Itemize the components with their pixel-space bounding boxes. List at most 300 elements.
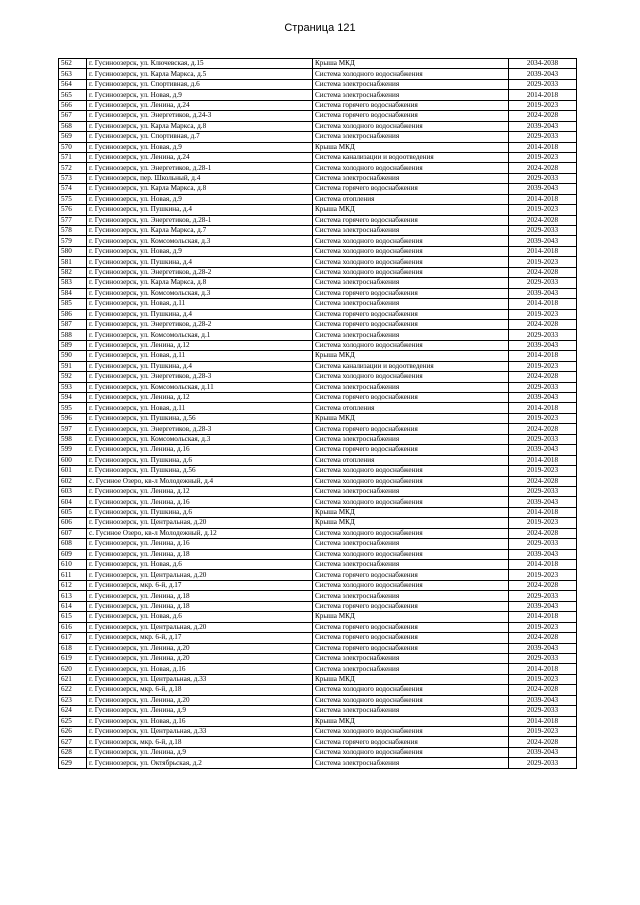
- address-cell: г. Гусиноозерск, ул. Новая, д.16: [87, 664, 313, 674]
- row-number-cell: 605: [59, 507, 87, 517]
- registry-table-body: [59, 59, 577, 769]
- row-number-cell: 568: [59, 121, 87, 131]
- period-cell: 2039-2043: [509, 747, 577, 757]
- address-cell: г. Гусиноозерск, ул. Новая, д.9: [87, 90, 313, 100]
- work-type-cell: Система горячего водоснабжения: [313, 100, 509, 110]
- period-cell: 2019-2023: [509, 727, 577, 737]
- period-cell: 2029-2033: [509, 278, 577, 288]
- address-cell: г. Гусиноозерск, ул. Ленина, д.12: [87, 340, 313, 350]
- row-number-cell: 587: [59, 319, 87, 329]
- work-type-cell: Система электроснабжения: [313, 132, 509, 142]
- row-number-cell: 585: [59, 299, 87, 309]
- work-type-cell: Система холодного водоснабжения: [313, 466, 509, 476]
- period-cell: 2024-2028: [509, 319, 577, 329]
- period-cell: 2039-2043: [509, 288, 577, 298]
- period-cell: 2024-2028: [509, 580, 577, 590]
- work-type-cell: Система отопления: [313, 455, 509, 465]
- row-number-cell: 562: [59, 59, 87, 69]
- row-number-cell: 588: [59, 330, 87, 340]
- work-type-cell: Крыша МКД: [313, 674, 509, 684]
- address-cell: г. Гусиноозерск, мкр. 6-й, д.18: [87, 737, 313, 747]
- period-cell: 2014-2018: [509, 194, 577, 204]
- address-cell: г. Гусиноозерск, ул. Ленина, д.18: [87, 549, 313, 559]
- work-type-cell: Система холодного водоснабжения: [313, 580, 509, 590]
- period-cell: 2039-2043: [509, 549, 577, 559]
- row-number-cell: 612: [59, 580, 87, 590]
- work-type-cell: Система электроснабжения: [313, 706, 509, 716]
- work-type-cell: Крыша МКД: [313, 59, 509, 69]
- period-cell: 2019-2023: [509, 309, 577, 319]
- address-cell: г. Гусиноозерск, ул. Комсомольская, д.3: [87, 236, 313, 246]
- period-cell: 2019-2023: [509, 518, 577, 528]
- row-number-cell: 577: [59, 215, 87, 225]
- row-number-cell: 619: [59, 653, 87, 663]
- period-cell: 2014-2018: [509, 90, 577, 100]
- work-type-cell: Система канализации и водоотведения: [313, 361, 509, 371]
- period-cell: 2039-2043: [509, 445, 577, 455]
- work-type-cell: Крыша МКД: [313, 413, 509, 423]
- period-cell: 2014-2018: [509, 664, 577, 674]
- table-row: [59, 539, 577, 549]
- row-number-cell: 594: [59, 393, 87, 403]
- address-cell: г. Гусиноозерск, ул. Комсомольская, д.3: [87, 434, 313, 444]
- table-row: [59, 747, 577, 757]
- table-row: [59, 194, 577, 204]
- table-row: [59, 424, 577, 434]
- table-row: [59, 288, 577, 298]
- address-cell: г. Гусиноозерск, ул. Пушкина, д.6: [87, 507, 313, 517]
- table-row: [59, 319, 577, 329]
- period-cell: 2029-2033: [509, 226, 577, 236]
- row-number-cell: 628: [59, 747, 87, 757]
- work-type-cell: Система горячего водоснабжения: [313, 215, 509, 225]
- table-row: [59, 560, 577, 570]
- table-row: [59, 351, 577, 361]
- work-type-cell: Система отопления: [313, 194, 509, 204]
- period-cell: 2024-2028: [509, 528, 577, 538]
- address-cell: г. Гусиноозерск, ул. Новая, д.16: [87, 716, 313, 726]
- row-number-cell: 627: [59, 737, 87, 747]
- work-type-cell: Система холодного водоснабжения: [313, 747, 509, 757]
- address-cell: с. Гусиное Озеро, кв-л Молодежный, д.12: [87, 528, 313, 538]
- table-row: [59, 340, 577, 350]
- work-type-cell: Система электроснабжения: [313, 591, 509, 601]
- work-type-cell: Система горячего водоснабжения: [313, 570, 509, 580]
- address-cell: г. Гусиноозерск, ул. Ленина, д.16: [87, 497, 313, 507]
- address-cell: г. Гусиноозерск, ул. Новая, д.9: [87, 246, 313, 256]
- row-number-cell: 613: [59, 591, 87, 601]
- period-cell: 2014-2018: [509, 246, 577, 256]
- address-cell: с. Гусиное Озеро, кв-л Молодежный, д.4: [87, 476, 313, 486]
- period-cell: 2029-2033: [509, 132, 577, 142]
- work-type-cell: Система горячего водоснабжения: [313, 111, 509, 121]
- address-cell: г. Гусиноозерск, ул. Ленина, д.20: [87, 695, 313, 705]
- row-number-cell: 567: [59, 111, 87, 121]
- period-cell: 2019-2023: [509, 257, 577, 267]
- period-cell: 2029-2033: [509, 758, 577, 768]
- address-cell: г. Гусиноозерск, ул. Пушкина, д.4: [87, 257, 313, 267]
- period-cell: 2014-2018: [509, 507, 577, 517]
- period-cell: 2024-2028: [509, 163, 577, 173]
- row-number-cell: 565: [59, 90, 87, 100]
- row-number-cell: 610: [59, 560, 87, 570]
- row-number-cell: 602: [59, 476, 87, 486]
- row-number-cell: 617: [59, 633, 87, 643]
- table-row: [59, 716, 577, 726]
- address-cell: г. Гусиноозерск, ул. Ленина, д.20: [87, 643, 313, 653]
- period-cell: 2024-2028: [509, 267, 577, 277]
- row-number-cell: 621: [59, 674, 87, 684]
- row-number-cell: 564: [59, 79, 87, 89]
- address-cell: г. Гусиноозерск, ул. Ленина, д.12: [87, 486, 313, 496]
- table-row: [59, 79, 577, 89]
- table-row: [59, 466, 577, 476]
- period-cell: 2024-2028: [509, 633, 577, 643]
- address-cell: г. Гусиноозерск, ул. Ленина, д.9: [87, 706, 313, 716]
- period-cell: 2019-2023: [509, 674, 577, 684]
- work-type-cell: Крыша МКД: [313, 716, 509, 726]
- table-row: [59, 570, 577, 580]
- period-cell: 2019-2023: [509, 413, 577, 423]
- table-row: [59, 59, 577, 69]
- table-row: [59, 111, 577, 121]
- table-row: [59, 549, 577, 559]
- work-type-cell: Система холодного водоснабжения: [313, 549, 509, 559]
- period-cell: 2014-2018: [509, 560, 577, 570]
- period-cell: 2039-2043: [509, 393, 577, 403]
- period-cell: 2014-2018: [509, 403, 577, 413]
- work-type-cell: Система горячего водоснабжения: [313, 424, 509, 434]
- period-cell: 2039-2043: [509, 695, 577, 705]
- work-type-cell: Система канализации и водоотведения: [313, 152, 509, 162]
- page-title: Страница 121: [284, 22, 356, 34]
- table-row: [59, 205, 577, 215]
- period-cell: 2034-2038: [509, 59, 577, 69]
- row-number-cell: 574: [59, 184, 87, 194]
- row-number-cell: 599: [59, 445, 87, 455]
- work-type-cell: Система электроснабжения: [313, 330, 509, 340]
- address-cell: г. Гусиноозерск, ул. Ленина, д.24: [87, 100, 313, 110]
- row-number-cell: 581: [59, 257, 87, 267]
- work-type-cell: Система холодного водоснабжения: [313, 685, 509, 695]
- row-number-cell: 626: [59, 727, 87, 737]
- row-number-cell: 584: [59, 288, 87, 298]
- work-type-cell: Система электроснабжения: [313, 758, 509, 768]
- work-type-cell: Система электроснабжения: [313, 90, 509, 100]
- period-cell: 2029-2033: [509, 382, 577, 392]
- table-row: [59, 403, 577, 413]
- table-row: [59, 330, 577, 340]
- table-row: [59, 643, 577, 653]
- address-cell: г. Гусиноозерск, ул. Комсомольская, д.11: [87, 382, 313, 392]
- period-cell: 2024-2028: [509, 737, 577, 747]
- table-row: [59, 497, 577, 507]
- table-row: [59, 100, 577, 110]
- address-cell: г. Гусиноозерск, ул. Новая, д.6: [87, 560, 313, 570]
- work-type-cell: Крыша МКД: [313, 612, 509, 622]
- address-cell: г. Гусиноозерск, ул. Пушкина, д.56: [87, 413, 313, 423]
- row-number-cell: 583: [59, 278, 87, 288]
- work-type-cell: Система горячего водоснабжения: [313, 737, 509, 747]
- row-number-cell: 595: [59, 403, 87, 413]
- address-cell: г. Гусиноозерск, ул. Карла Маркса, д.5: [87, 69, 313, 79]
- table-row: [59, 393, 577, 403]
- address-cell: г. Гусиноозерск, ул. Ленина, д.20: [87, 653, 313, 663]
- work-type-cell: Система горячего водоснабжения: [313, 393, 509, 403]
- table-row: [59, 507, 577, 517]
- period-cell: 2024-2028: [509, 685, 577, 695]
- table-row: [59, 664, 577, 674]
- table-row: [59, 434, 577, 444]
- row-number-cell: 614: [59, 601, 87, 611]
- table-row: [59, 173, 577, 183]
- work-type-cell: Система холодного водоснабжения: [313, 528, 509, 538]
- table-row: [59, 518, 577, 528]
- address-cell: г. Гусиноозерск, ул. Пушкина, д.4: [87, 361, 313, 371]
- row-number-cell: 603: [59, 486, 87, 496]
- address-cell: г. Гусиноозерск, ул. Ленина, д.12: [87, 393, 313, 403]
- row-number-cell: 586: [59, 309, 87, 319]
- row-number-cell: 618: [59, 643, 87, 653]
- period-cell: 2039-2043: [509, 340, 577, 350]
- row-number-cell: 576: [59, 205, 87, 215]
- address-cell: г. Гусиноозерск, ул. Комсомольская, д.3: [87, 288, 313, 298]
- row-number-cell: 580: [59, 246, 87, 256]
- row-number-cell: 579: [59, 236, 87, 246]
- row-number-cell: 575: [59, 194, 87, 204]
- address-cell: г. Гусиноозерск, ул. Энергетиков, д.24-3: [87, 111, 313, 121]
- address-cell: г. Гусиноозерск, ул. Спортивная, д.6: [87, 79, 313, 89]
- row-number-cell: 606: [59, 518, 87, 528]
- period-cell: 2039-2043: [509, 184, 577, 194]
- row-number-cell: 616: [59, 622, 87, 632]
- work-type-cell: Система холодного водоснабжения: [313, 497, 509, 507]
- table-row: [59, 278, 577, 288]
- row-number-cell: 608: [59, 539, 87, 549]
- row-number-cell: 566: [59, 100, 87, 110]
- period-cell: 2039-2043: [509, 497, 577, 507]
- address-cell: г. Гусиноозерск, пер. Школьный, д.4: [87, 173, 313, 183]
- table-row: [59, 90, 577, 100]
- row-number-cell: 582: [59, 267, 87, 277]
- address-cell: г. Гусиноозерск, ул. Ленина, д.18: [87, 591, 313, 601]
- work-type-cell: Система горячего водоснабжения: [313, 643, 509, 653]
- work-type-cell: Система горячего водоснабжения: [313, 309, 509, 319]
- address-cell: г. Гусиноозерск, ул. Ленина, д.18: [87, 601, 313, 611]
- row-number-cell: 615: [59, 612, 87, 622]
- period-cell: 2029-2033: [509, 330, 577, 340]
- address-cell: г. Гусиноозерск, ул. Новая, д.6: [87, 612, 313, 622]
- table-row: [59, 737, 577, 747]
- work-type-cell: Система электроснабжения: [313, 653, 509, 663]
- address-cell: г. Гусиноозерск, ул. Центральная, д.20: [87, 570, 313, 580]
- work-type-cell: Система электроснабжения: [313, 486, 509, 496]
- period-cell: 2019-2023: [509, 361, 577, 371]
- row-number-cell: 596: [59, 413, 87, 423]
- period-cell: 2029-2033: [509, 706, 577, 716]
- table-row: [59, 236, 577, 246]
- work-type-cell: Система электроснабжения: [313, 434, 509, 444]
- row-number-cell: 592: [59, 372, 87, 382]
- period-cell: 2029-2033: [509, 79, 577, 89]
- work-type-cell: Система холодного водоснабжения: [313, 121, 509, 131]
- table-row: [59, 653, 577, 663]
- row-number-cell: 589: [59, 340, 87, 350]
- period-cell: 2039-2043: [509, 121, 577, 131]
- period-cell: 2029-2033: [509, 486, 577, 496]
- table-row: [59, 695, 577, 705]
- table-row: [59, 622, 577, 632]
- work-type-cell: Система электроснабжения: [313, 226, 509, 236]
- period-cell: 2014-2018: [509, 299, 577, 309]
- work-type-cell: Система электроснабжения: [313, 560, 509, 570]
- row-number-cell: 622: [59, 685, 87, 695]
- table-row: [59, 528, 577, 538]
- row-number-cell: 578: [59, 226, 87, 236]
- period-cell: 2014-2018: [509, 455, 577, 465]
- period-cell: 2029-2033: [509, 591, 577, 601]
- address-cell: г. Гусиноозерск, ул. Пушкина, д.4: [87, 309, 313, 319]
- period-cell: 2024-2028: [509, 372, 577, 382]
- table-row: [59, 674, 577, 684]
- row-number-cell: 624: [59, 706, 87, 716]
- work-type-cell: Система холодного водоснабжения: [313, 267, 509, 277]
- row-number-cell: 573: [59, 173, 87, 183]
- address-cell: г. Гусиноозерск, ул. Энергетиков, д.28-2: [87, 319, 313, 329]
- address-cell: г. Гусиноозерск, ул. Октябрьская, д.2: [87, 758, 313, 768]
- work-type-cell: Крыша МКД: [313, 507, 509, 517]
- work-type-cell: Система холодного водоснабжения: [313, 372, 509, 382]
- row-number-cell: 572: [59, 163, 87, 173]
- table-row: [59, 580, 577, 590]
- period-cell: 2019-2023: [509, 466, 577, 476]
- period-cell: 2014-2018: [509, 351, 577, 361]
- row-number-cell: 591: [59, 361, 87, 371]
- table-row: [59, 163, 577, 173]
- work-type-cell: Система электроснабжения: [313, 173, 509, 183]
- table-row: [59, 445, 577, 455]
- table-row: [59, 372, 577, 382]
- table-row: [59, 612, 577, 622]
- table-row: [59, 309, 577, 319]
- row-number-cell: 569: [59, 132, 87, 142]
- table-row: [59, 267, 577, 277]
- address-cell: г. Гусиноозерск, ул. Комсомольская, д.1: [87, 330, 313, 340]
- address-cell: г. Гусиноозерск, ул. Новая, д.11: [87, 299, 313, 309]
- work-type-cell: Система холодного водоснабжения: [313, 163, 509, 173]
- row-number-cell: 601: [59, 466, 87, 476]
- address-cell: г. Гусиноозерск, ул. Центральная, д.33: [87, 674, 313, 684]
- period-cell: 2029-2033: [509, 653, 577, 663]
- work-type-cell: Система горячего водоснабжения: [313, 319, 509, 329]
- address-cell: г. Гусиноозерск, ул. Ленина, д.16: [87, 445, 313, 455]
- address-cell: г. Гусиноозерск, ул. Центральная, д.20: [87, 518, 313, 528]
- work-type-cell: Крыша МКД: [313, 351, 509, 361]
- work-type-cell: Система холодного водоснабжения: [313, 257, 509, 267]
- address-cell: г. Гусиноозерск, мкр. 6-й, д.18: [87, 685, 313, 695]
- table-row: [59, 591, 577, 601]
- row-number-cell: 598: [59, 434, 87, 444]
- period-cell: 2019-2023: [509, 100, 577, 110]
- table-row: [59, 215, 577, 225]
- row-number-cell: 563: [59, 69, 87, 79]
- table-row: [59, 382, 577, 392]
- address-cell: г. Гусиноозерск, мкр. 6-й, д.17: [87, 580, 313, 590]
- table-row: [59, 299, 577, 309]
- work-type-cell: Система горячего водоснабжения: [313, 288, 509, 298]
- row-number-cell: 570: [59, 142, 87, 152]
- row-number-cell: 590: [59, 351, 87, 361]
- period-cell: 2029-2033: [509, 434, 577, 444]
- table-row: [59, 142, 577, 152]
- row-number-cell: 593: [59, 382, 87, 392]
- address-cell: г. Гусиноозерск, ул. Энергетиков, д.28-1: [87, 163, 313, 173]
- address-cell: г. Гусиноозерск, ул. Центральная, д.20: [87, 622, 313, 632]
- table-row: [59, 226, 577, 236]
- period-cell: 2019-2023: [509, 570, 577, 580]
- table-row: [59, 476, 577, 486]
- work-type-cell: Система электроснабжения: [313, 278, 509, 288]
- work-type-cell: Система электроснабжения: [313, 539, 509, 549]
- row-number-cell: 625: [59, 716, 87, 726]
- work-type-cell: Система горячего водоснабжения: [313, 633, 509, 643]
- work-type-cell: Система электроснабжения: [313, 664, 509, 674]
- address-cell: г. Гусиноозерск, ул. Ленина, д.16: [87, 539, 313, 549]
- period-cell: 2039-2043: [509, 69, 577, 79]
- address-cell: г. Гусиноозерск, мкр. 6-й, д.17: [87, 633, 313, 643]
- table-row: [59, 69, 577, 79]
- address-cell: г. Гусиноозерск, ул. Новая, д.9: [87, 142, 313, 152]
- table-row: [59, 246, 577, 256]
- row-number-cell: 629: [59, 758, 87, 768]
- address-cell: г. Гусиноозерск, ул. Ленина, д.9: [87, 747, 313, 757]
- table-row: [59, 727, 577, 737]
- row-number-cell: 597: [59, 424, 87, 434]
- table-row: [59, 257, 577, 267]
- address-cell: г. Гусиноозерск, ул. Карла Маркса, д.8: [87, 184, 313, 194]
- work-type-cell: Система отопления: [313, 403, 509, 413]
- period-cell: 2019-2023: [509, 152, 577, 162]
- work-type-cell: Система холодного водоснабжения: [313, 476, 509, 486]
- period-cell: 2024-2028: [509, 215, 577, 225]
- table-row: [59, 486, 577, 496]
- address-cell: г. Гусиноозерск, ул. Энергетиков, д.28-2: [87, 267, 313, 277]
- period-cell: 2039-2043: [509, 643, 577, 653]
- table-row: [59, 132, 577, 142]
- period-cell: 2014-2018: [509, 612, 577, 622]
- table-row: [59, 706, 577, 716]
- period-cell: 2019-2023: [509, 205, 577, 215]
- address-cell: г. Гусиноозерск, ул. Новая, д.9: [87, 194, 313, 204]
- work-type-cell: Система холодного водоснабжения: [313, 695, 509, 705]
- row-number-cell: 623: [59, 695, 87, 705]
- work-type-cell: Система электроснабжения: [313, 299, 509, 309]
- period-cell: 2024-2028: [509, 476, 577, 486]
- period-cell: 2024-2028: [509, 111, 577, 121]
- row-number-cell: 611: [59, 570, 87, 580]
- work-type-cell: Система электроснабжения: [313, 79, 509, 89]
- address-cell: г. Гусиноозерск, ул. Спортивная, д.7: [87, 132, 313, 142]
- work-type-cell: Система холодного водоснабжения: [313, 236, 509, 246]
- row-number-cell: 607: [59, 528, 87, 538]
- table-row: [59, 758, 577, 768]
- period-cell: 2014-2018: [509, 716, 577, 726]
- work-type-cell: Крыша МКД: [313, 205, 509, 215]
- period-cell: 2039-2043: [509, 236, 577, 246]
- address-cell: г. Гусиноозерск, ул. Карла Маркса, д.8: [87, 121, 313, 131]
- address-cell: г. Гусиноозерск, ул. Пушкина, д.6: [87, 455, 313, 465]
- row-number-cell: 604: [59, 497, 87, 507]
